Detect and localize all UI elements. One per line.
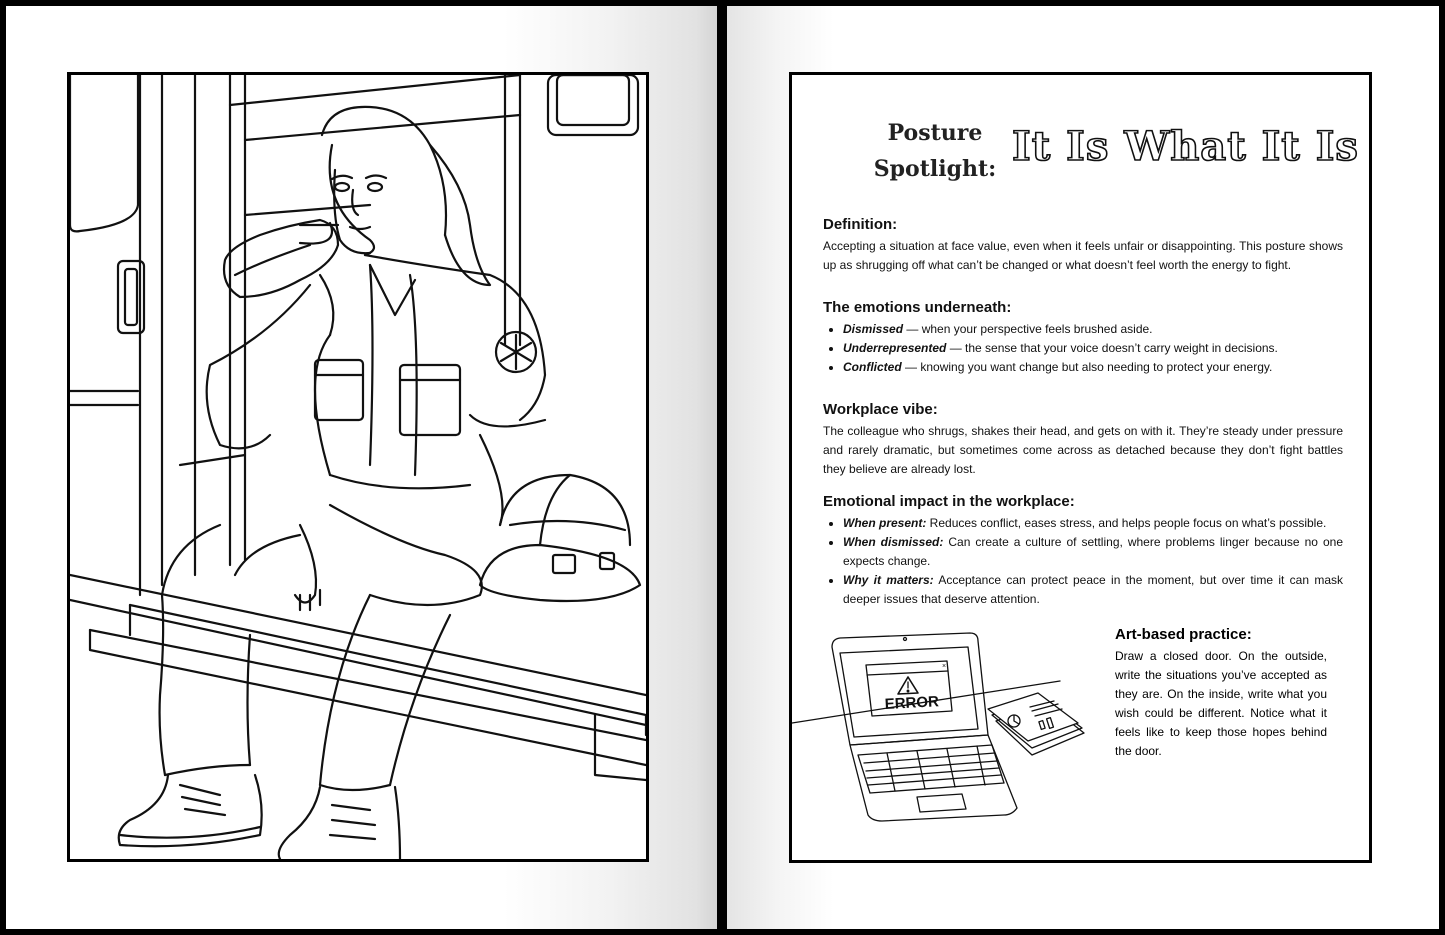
definition-text: Accepting a situation at face value, even when it feels unfair or disappointing. This posture shows up as shrugging off what can’t be changed or what doesn’t feel worth the energy to fight.	[823, 239, 1343, 272]
page-title: It Is What It Is	[1012, 123, 1359, 170]
emotions-heading: The emotions underneath:	[823, 299, 1012, 316]
vibe-section	[823, 400, 1343, 479]
list-item	[843, 514, 1343, 533]
title-prefix	[862, 115, 1008, 187]
text-panel	[789, 72, 1372, 863]
art-heading: Art-based practice:	[1115, 626, 1252, 643]
emotions-section	[823, 298, 1343, 377]
content-body	[823, 215, 1343, 609]
vibe-text: The colleague who shrugs, shakes their head, and gets on with it. They’re steady under pressure and rarely dramatic, but sometimes come across as detached because they don’t fight battles they believe are already lost.	[823, 424, 1343, 476]
error-label: ERROR	[884, 693, 940, 713]
title-line1: Posture	[887, 120, 983, 146]
right-page	[727, 6, 1439, 929]
impact-term: Why it matters:	[843, 573, 934, 587]
vibe-heading: Workplace vibe:	[823, 401, 938, 418]
impact-section	[823, 492, 1343, 609]
warning-triangle-icon	[898, 677, 918, 694]
title-line2: Spotlight:	[873, 156, 997, 182]
art-practice-section	[1115, 625, 1327, 761]
definition-section	[823, 215, 1343, 275]
list-item	[843, 571, 1343, 609]
impact-list	[823, 514, 1343, 609]
impact-desc: Reduces conflict, eases stress, and helps people focus on what’s possible.	[926, 516, 1327, 530]
impact-term: When dismissed:	[843, 535, 944, 549]
laptop-error-illustration	[792, 623, 1112, 833]
left-page	[6, 6, 717, 929]
list-item	[843, 320, 1343, 339]
emotion-desc: — when your perspective feels brushed aside.	[903, 322, 1153, 336]
impact-desc: Can create a culture of settling, where problems linger because no one expects change.	[843, 535, 1343, 568]
impact-heading: Emotional impact in the workplace:	[823, 493, 1075, 510]
impact-desc: Acceptance can protect peace in the moment, but over time it can mask deeper issues that deserve attention.	[843, 573, 1343, 606]
list-item	[843, 358, 1343, 377]
emotion-term: Underrepresented	[843, 341, 947, 355]
coloring-illustration	[67, 72, 649, 862]
art-text: Draw a closed door. On the outside, write the situations you’ve accepted as they are. On the inside, write what you wish could be different. Notice what it feels like to keep those hopes behind the door.	[1115, 649, 1327, 758]
emotion-desc: — the sense that your voice doesn’t carry weight in decisions.	[946, 341, 1278, 355]
paramedic-illustration	[70, 75, 646, 859]
emotion-term: Conflicted	[843, 360, 902, 374]
svg-text:×: ×	[942, 663, 947, 670]
impact-term: When present:	[843, 516, 927, 530]
emotion-desc: — knowing you want change but also needing to protect your energy.	[901, 360, 1273, 374]
list-item	[843, 339, 1343, 358]
emotions-list	[823, 320, 1343, 377]
emotion-term: Dismissed	[843, 322, 904, 336]
list-item	[843, 533, 1343, 571]
definition-heading: Definition:	[823, 216, 898, 233]
